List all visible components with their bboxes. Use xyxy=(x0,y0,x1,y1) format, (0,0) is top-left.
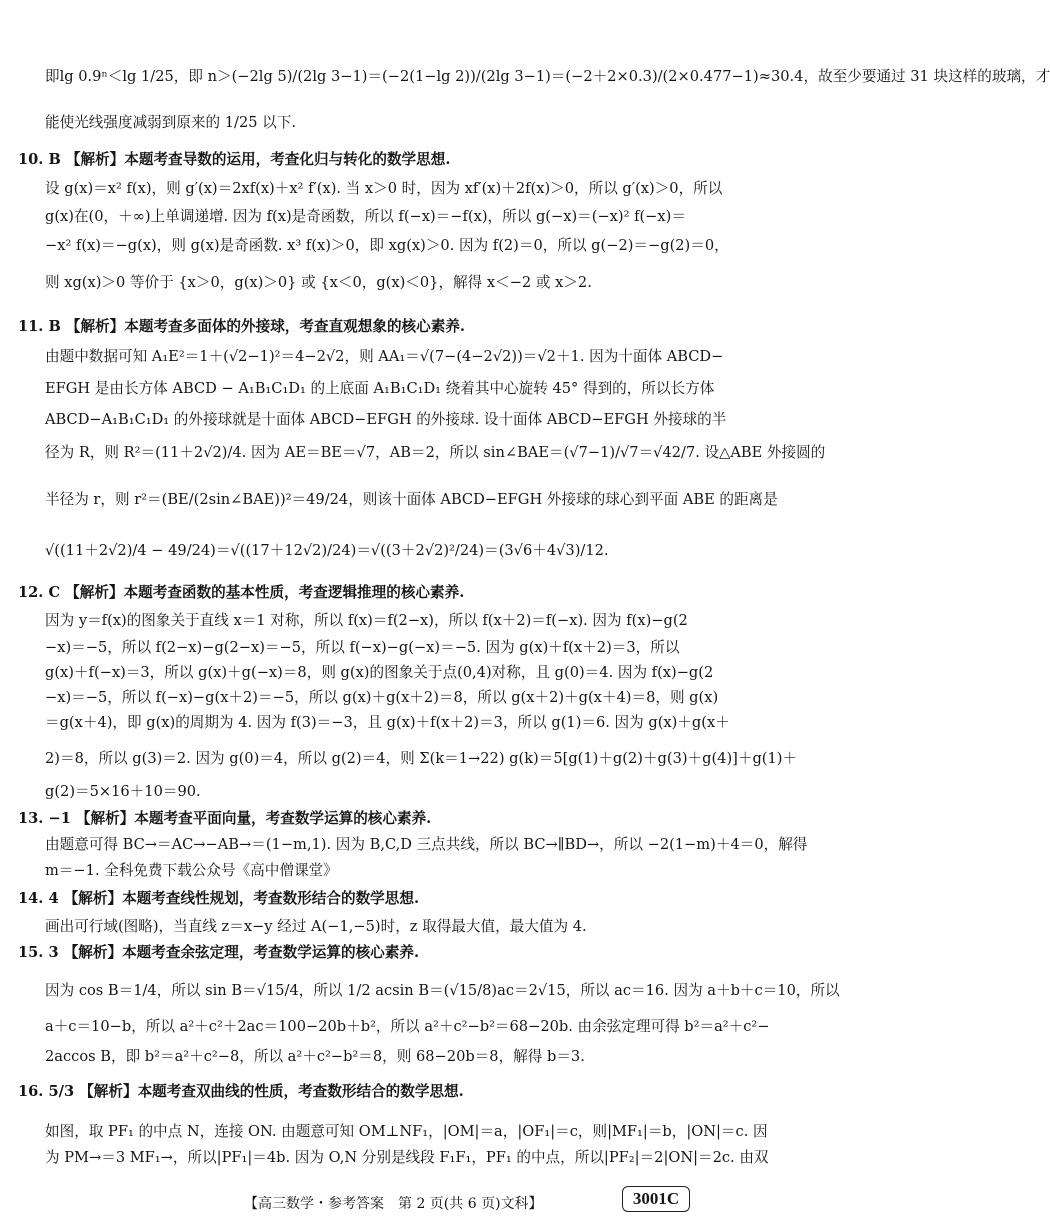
text-line: 即lg 0.9ⁿ＜lg 1/25，即 n＞(−2lg 5)/(2lg 3−1)＝(−2(1−lg 2))/(2lg 3−1)＝(−2＋2×0.3)/(2×0.477−1)≈30.4，故至少要通过 31 块这样的玻璃，才 xyxy=(45,68,1050,85)
text-line: ABCD−A₁B₁C₁D₁ 的外接球就是十面体 ABCD−EFGH 的外接球. 设十面体 ABCD−EFGH 外接球的半 xyxy=(45,411,727,428)
text-line: g(x)在(0，＋∞)上单调递增. 因为 f(x)是奇函数，所以 f(−x)＝−f(x)，所以 g(−x)＝(−x)² f(−x)＝ xyxy=(45,208,686,225)
page-footer xyxy=(0,1186,794,1216)
text-line: 能使光线强度减弱到原来的 1/25 以下. xyxy=(45,114,297,131)
paper-code-badge: 3001C xyxy=(622,1186,690,1212)
text-line: 设 g(x)＝x² f(x)，则 g′(x)＝2xf(x)＋x² f′(x). 当 x＞0 时，因为 xf′(x)＋2f(x)＞0，所以 g′(x)＞0，所以 xyxy=(45,180,723,197)
text-line: −x² f(x)＝−g(x)，则 g(x)是奇函数. x³ f(x)＞0，即 xg(x)＞0. 因为 f(2)＝0，所以 g(−2)＝−g(2)＝0， xyxy=(45,237,729,254)
text-line: EFGH 是由长方体 ABCD − A₁B₁C₁D₁ 的上底面 A₁B₁C₁D₁ 绕着其中心旋转 45° 得到的，所以长方体 xyxy=(45,380,715,397)
text-line: g(x)＋f(−x)＝3，所以 g(x)＋g(−x)＝8，则 g(x)的图象关于点(0,4)对称，且 g(0)＝4. 因为 f(x)−g(2 xyxy=(45,664,714,681)
text-line: m＝−1. 全科免费下载公众号《高中僧课堂》 xyxy=(45,862,338,879)
text-line: 由题意可得 BC→＝AC→−AB→＝(1−m,1). 因为 B,C,D 三点共线，所以 BC→∥BD→，所以 −2(1−m)＋4＝0，解得 xyxy=(45,836,808,853)
text-line: 如图，取 PF₁ 的中点 N，连接 ON. 由题意可知 OM⊥NF₁，|OM|＝a，|OF₁|＝c，则|MF₁|＝b，|ON|＝c. 因 xyxy=(45,1123,768,1140)
text-line: 则 xg(x)＞0 等价于 {x＞0，g(x)＞0} 或 {x＜0，g(x)＜0}，解得 x＜−2 或 x＞2. xyxy=(45,274,592,291)
text-line: ＝g(x＋4)，即 g(x)的周期为 4. 因为 f(3)＝−3，且 g(x)＋f(x＋2)＝3，所以 g(1)＝6. 因为 g(x)＋g(x＋ xyxy=(45,714,730,731)
q15-heading: 15. 3 【解析】本题考查余弦定理，考查数学运算的核心素养. xyxy=(18,944,420,961)
text-line: 因为 y＝f(x)的图象关于直线 x＝1 对称，所以 f(x)＝f(2−x)，所以 f(x＋2)＝f(−x). 因为 f(x)−g(2 xyxy=(45,612,688,629)
text-line: 因为 cos B＝1/4，所以 sin B＝√15/4，所以 1/2 acsin B＝(√15/8)ac＝2√15，所以 ac＝16. 因为 a＋b＋c＝10，所以 xyxy=(45,982,840,999)
text-line: 径为 R，则 R²＝(11＋2√2)/4. 因为 AE＝BE＝√7，AB＝2，所以 sin∠BAE＝(√7−1)/√7＝√42/7. 设△ABE 外接圆的 xyxy=(45,444,826,461)
text-line: 2)＝8，所以 g(3)＝2. 因为 g(0)＝4，所以 g(2)＝4，则 Σ(k＝1→22) g(k)＝5[g(1)＋g(2)＋g(3)＋g(4)]＋g(1)＋ xyxy=(45,750,798,767)
text-line: −x)＝−5，所以 f(−x)−g(x＋2)＝−5，所以 g(x)＋g(x＋2)＝8，所以 g(x＋2)＋g(x＋4)＝8，则 g(x) xyxy=(45,689,719,706)
q14-heading: 14. 4 【解析】本题考查线性规划，考查数形结合的数学思想. xyxy=(18,890,420,907)
q13-heading: 13. −1 【解析】本题考查平面向量，考查数学运算的核心素养. xyxy=(18,810,432,827)
q11-heading: 11. B 【解析】本题考查多面体的外接球，考查直观想象的核心素养. xyxy=(18,318,466,335)
text-line: √((11＋2√2)/4 − 49/24)＝√((17＋12√2)/24)＝√((3＋2√2)²/24)＝(3√6＋4√3)/12. xyxy=(45,542,609,559)
text-line: 画出可行域(图略)，当直线 z＝x−y 经过 A(−1,−5)时，z 取得最大值，最大值为 4. xyxy=(45,918,587,935)
text-line: 由题中数据可知 A₁E²＝1＋(√2−1)²＝4−2√2，则 AA₁＝√(7−(4−2√2))＝√2＋1. 因为十面体 ABCD− xyxy=(45,348,724,365)
text-line: 半径为 r，则 r²＝(BE/(2sin∠BAE))²＝49/24，则该十面体 ABCD−EFGH 外接球的球心到平面 ABE 的距离是 xyxy=(45,491,778,508)
q12-heading: 12. C 【解析】本题考查函数的基本性质，考查逻辑推理的核心素养. xyxy=(18,584,465,601)
q16-heading: 16. 5/3 【解析】本题考查双曲线的性质，考查数形结合的数学思想. xyxy=(18,1083,464,1100)
text-line: a＋c＝10−b，所以 a²＋c²＋2ac＝100−20b＋b²，所以 a²＋c²−b²＝68−20b. 由余弦定理可得 b²＝a²＋c²− xyxy=(45,1018,770,1035)
text-line: −x)＝−5，所以 f(2−x)−g(2−x)＝−5，所以 f(−x)−g(−x)＝−5. 因为 g(x)＋f(x＋2)＝3，所以 xyxy=(45,639,680,656)
text-line: 为 PM→＝3 MF₁→，所以|PF₁|＝4b. 因为 O,N 分别是线段 F₁F₁，PF₁ 的中点，所以|PF₂|＝2|ON|＝2c. 由双 xyxy=(45,1149,769,1166)
footer-text: 【高三数学・参考答案 第 2 页(共 6 页)文科】 xyxy=(244,1196,543,1212)
q10-heading: 10. B 【解析】本题考查导数的运用，考查化归与转化的数学思想. xyxy=(18,151,451,168)
text-line: 2accos B，即 b²＝a²＋c²−8，所以 a²＋c²−b²＝8，则 68−20b＝8，解得 b＝3. xyxy=(45,1048,585,1065)
text-line: g(2)＝5×16＋10＝90. xyxy=(45,783,201,800)
